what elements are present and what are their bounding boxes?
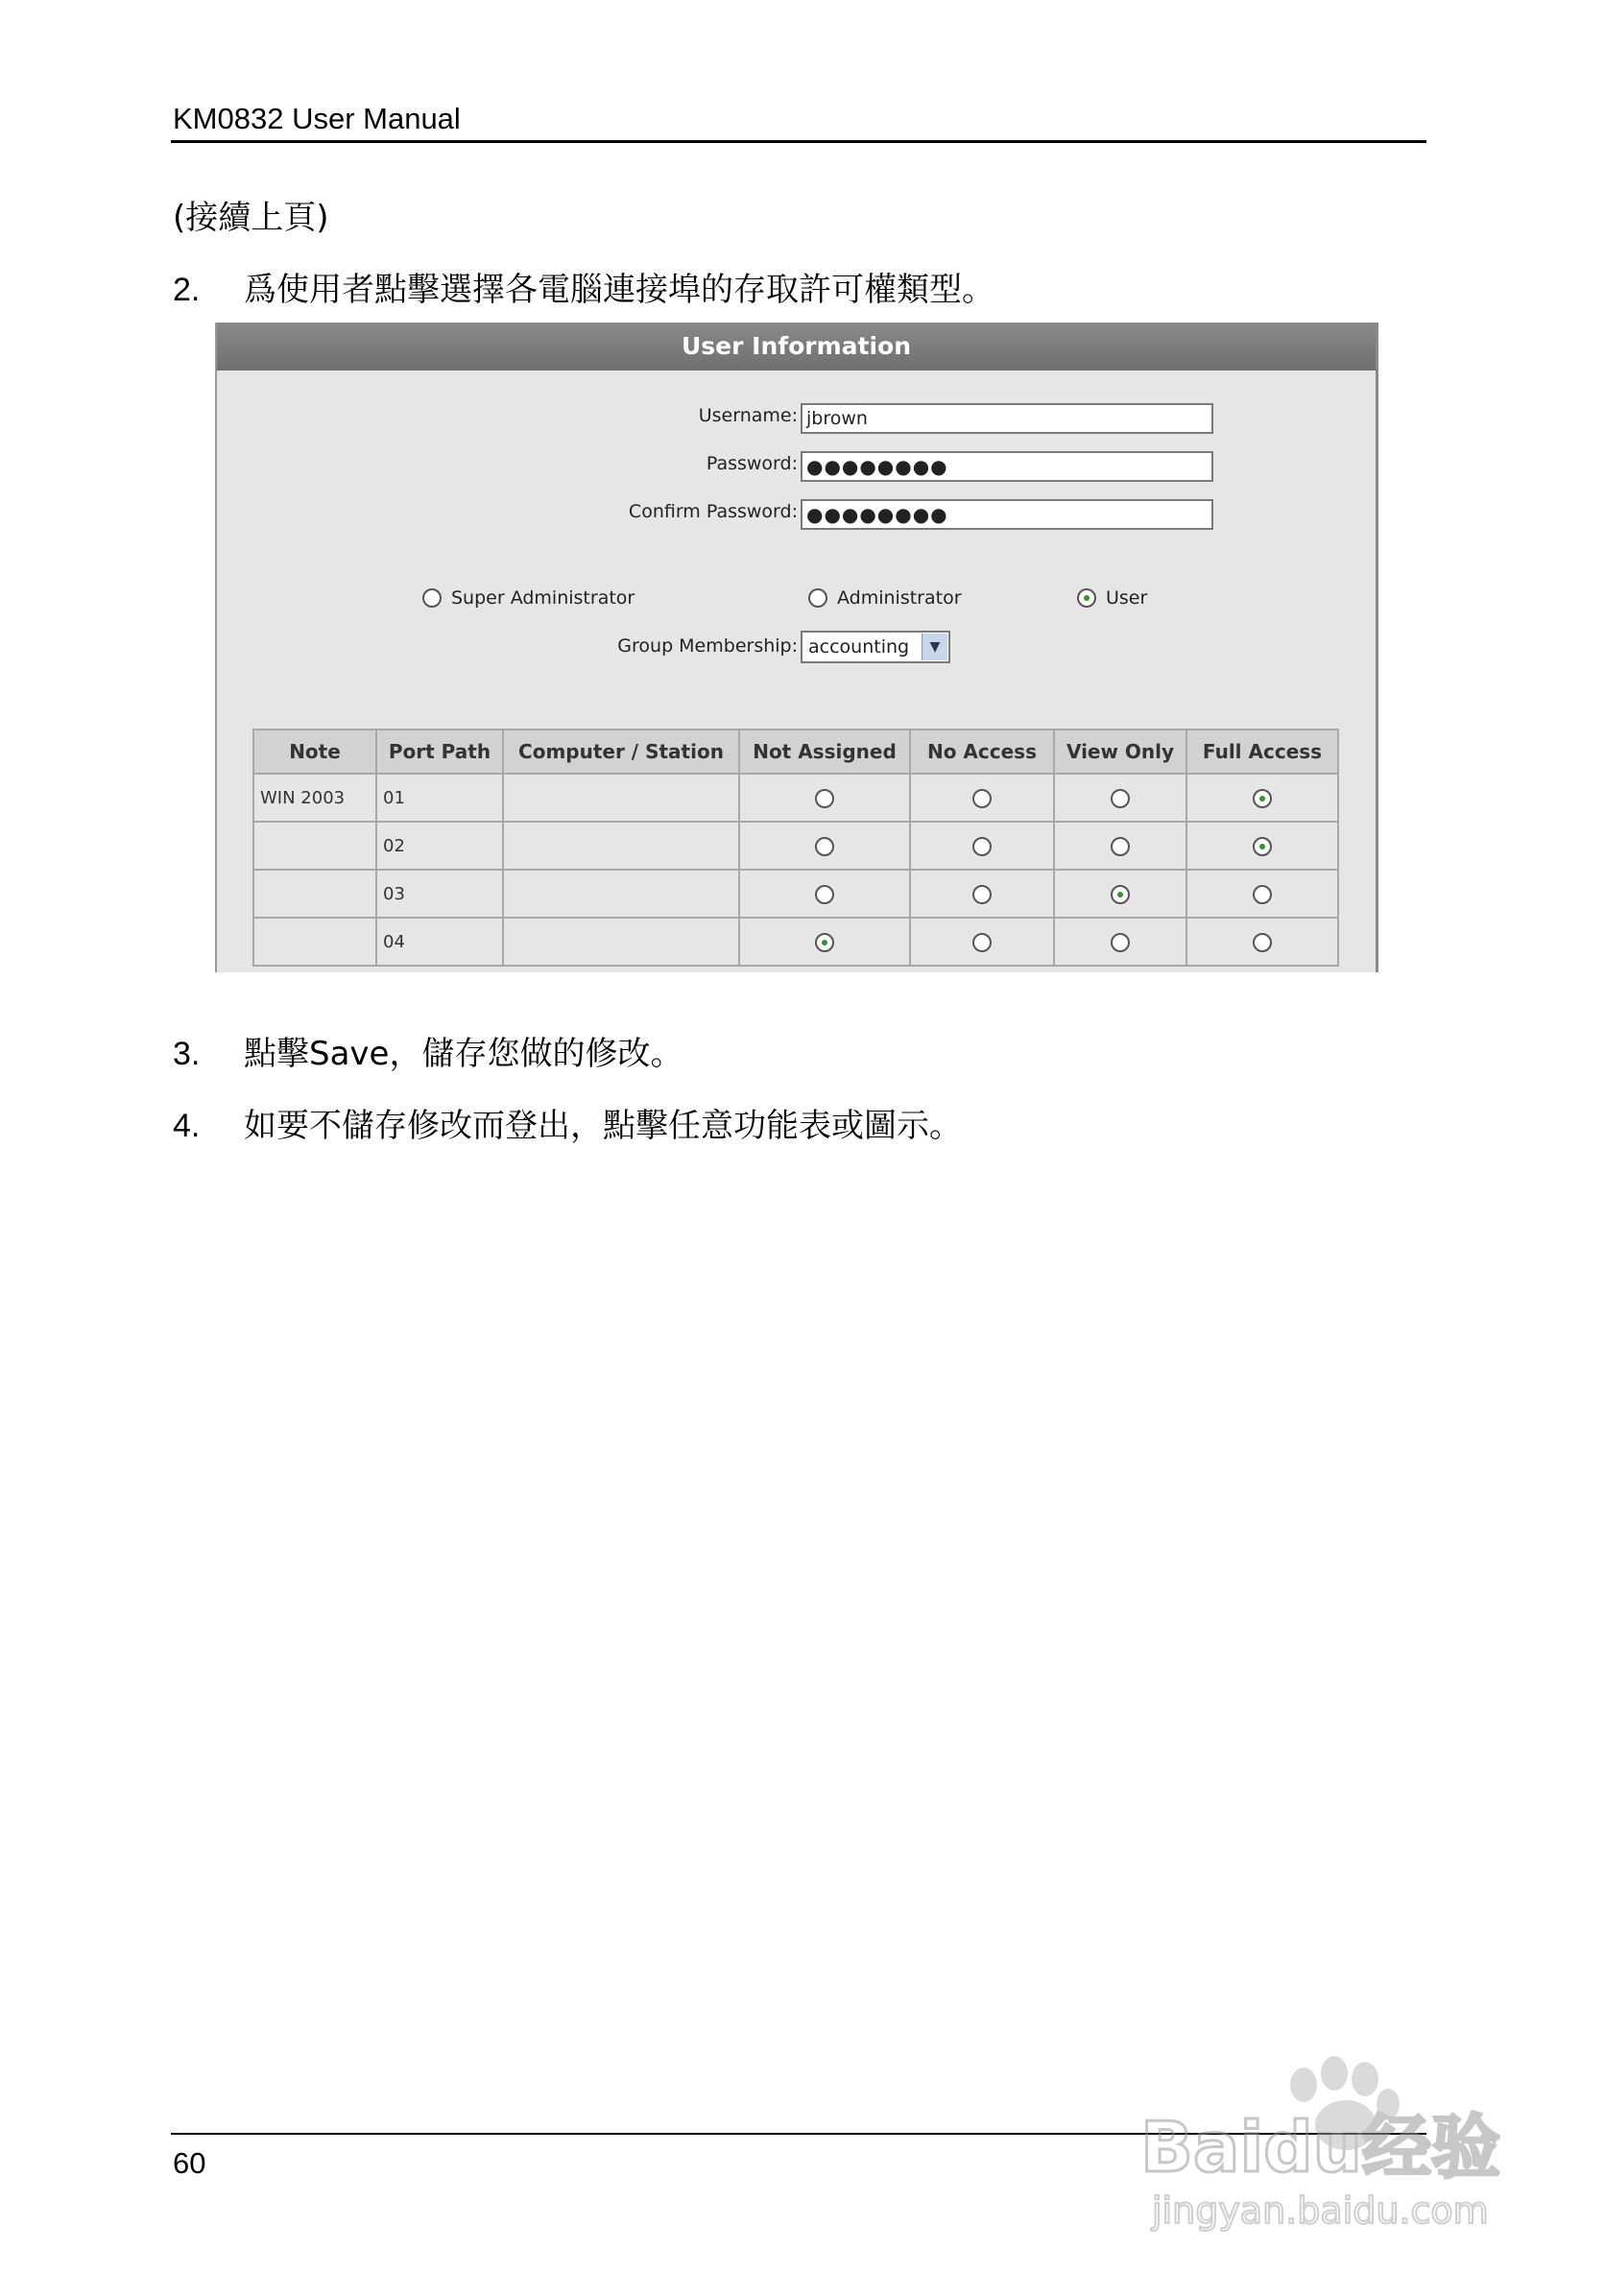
password-label: Password: xyxy=(706,453,798,474)
confirm-password-label: Confirm Password: xyxy=(628,501,798,522)
column-header: Computer / Station xyxy=(503,729,739,774)
password-input[interactable]: ●●●●●●●● xyxy=(801,451,1213,482)
port-access-table xyxy=(252,729,1339,967)
column-header: View Only xyxy=(1054,729,1186,774)
port-path-cell: 01 xyxy=(376,774,503,822)
step-3 xyxy=(173,1027,683,1074)
username-input[interactable]: jbrown xyxy=(801,403,1213,434)
confirm-password-input[interactable]: ●●●●●●●● xyxy=(801,499,1213,530)
table-row xyxy=(253,870,1338,918)
group-membership-select[interactable] xyxy=(801,631,950,663)
user-information-panel xyxy=(215,323,1378,972)
column-header: Full Access xyxy=(1186,729,1338,774)
radio-button[interactable] xyxy=(972,789,992,808)
radio-button[interactable] xyxy=(815,885,834,904)
radio-button[interactable] xyxy=(815,789,834,808)
access-cell[interactable] xyxy=(910,774,1054,822)
chevron-down-icon[interactable]: ▼ xyxy=(922,634,947,660)
access-cell[interactable] xyxy=(1186,774,1338,822)
role-label: Administrator xyxy=(837,587,962,609)
table-header-row xyxy=(253,729,1338,774)
panel-title: User Information xyxy=(217,323,1376,371)
column-header: Not Assigned xyxy=(739,729,910,774)
access-cell[interactable] xyxy=(1054,822,1186,870)
radio-button[interactable] xyxy=(972,933,992,952)
radio-button[interactable] xyxy=(972,885,992,904)
access-cell[interactable] xyxy=(910,870,1054,918)
radio-button[interactable] xyxy=(1253,933,1272,952)
note-cell xyxy=(253,918,376,966)
table-row xyxy=(253,822,1338,870)
access-cell[interactable] xyxy=(1186,918,1338,966)
radio-button[interactable] xyxy=(1111,933,1130,952)
step-number: 3. xyxy=(173,1036,201,1072)
access-cell[interactable] xyxy=(1054,774,1186,822)
step-number: 2. xyxy=(173,272,201,308)
watermark-brand: Baidu经验 xyxy=(1140,2107,1500,2188)
continued-note: (接續上頁) xyxy=(173,199,329,237)
computer-station-cell xyxy=(503,870,739,918)
radio-button-selected[interactable] xyxy=(1253,837,1272,856)
note-cell: WIN 2003 xyxy=(253,774,376,822)
radio-button[interactable] xyxy=(1253,885,1272,904)
radio-button[interactable] xyxy=(1111,789,1130,808)
role-label: Super Administrator xyxy=(451,587,635,609)
port-path-cell: 04 xyxy=(376,918,503,966)
computer-station-cell xyxy=(503,918,739,966)
access-cell[interactable] xyxy=(1186,822,1338,870)
access-cell[interactable] xyxy=(739,822,910,870)
step-text: 點擊Save，儲存您做的修改。 xyxy=(244,1035,683,1073)
radio-button[interactable] xyxy=(808,588,827,608)
step-text: 爲使用者點擊選擇各電腦連接埠的存取許可權類型。 xyxy=(244,271,994,309)
port-path-cell: 02 xyxy=(376,822,503,870)
radio-button-selected[interactable] xyxy=(815,933,834,952)
step-2 xyxy=(173,263,994,310)
role-super-administrator[interactable] xyxy=(422,587,635,609)
radio-button[interactable] xyxy=(815,837,834,856)
group-value: accounting xyxy=(808,636,910,658)
column-header: Note xyxy=(253,729,376,774)
radio-button[interactable] xyxy=(1111,837,1130,856)
access-cell[interactable] xyxy=(910,918,1054,966)
role-user[interactable] xyxy=(1077,587,1147,609)
column-header: No Access xyxy=(910,729,1054,774)
access-cell[interactable] xyxy=(1054,918,1186,966)
page-number: 60 xyxy=(173,2146,206,2180)
access-cell[interactable] xyxy=(910,822,1054,870)
column-header: Port Path xyxy=(376,729,503,774)
header-rule xyxy=(171,140,1426,143)
table-row xyxy=(253,774,1338,822)
radio-button-selected[interactable] xyxy=(1253,789,1272,808)
computer-station-cell xyxy=(503,774,739,822)
access-cell[interactable] xyxy=(1186,870,1338,918)
step-4 xyxy=(173,1099,962,1146)
baidu-jingyan-watermark xyxy=(1133,2045,1517,2236)
step-number: 4. xyxy=(173,1108,201,1144)
role-label: User xyxy=(1106,587,1148,609)
radio-button[interactable] xyxy=(972,837,992,856)
access-cell[interactable] xyxy=(739,918,910,966)
port-path-cell: 03 xyxy=(376,870,503,918)
note-cell xyxy=(253,870,376,918)
radio-button-selected[interactable] xyxy=(1111,885,1130,904)
role-administrator[interactable] xyxy=(808,587,962,609)
radio-button-selected[interactable] xyxy=(1077,588,1096,608)
access-cell[interactable] xyxy=(739,870,910,918)
table-row xyxy=(253,918,1338,966)
access-cell[interactable] xyxy=(1054,870,1186,918)
radio-button[interactable] xyxy=(422,588,442,608)
group-membership-label: Group Membership: xyxy=(617,635,798,657)
computer-station-cell xyxy=(503,822,739,870)
watermark-url: jingyan.baidu.com xyxy=(1152,2189,1489,2232)
access-cell[interactable] xyxy=(739,774,910,822)
username-label: Username: xyxy=(698,405,798,426)
page-header-title: KM0832 User Manual xyxy=(173,102,461,135)
note-cell xyxy=(253,822,376,870)
step-text: 如要不儲存修改而登出，點擊任意功能表或圖示。 xyxy=(244,1107,962,1145)
